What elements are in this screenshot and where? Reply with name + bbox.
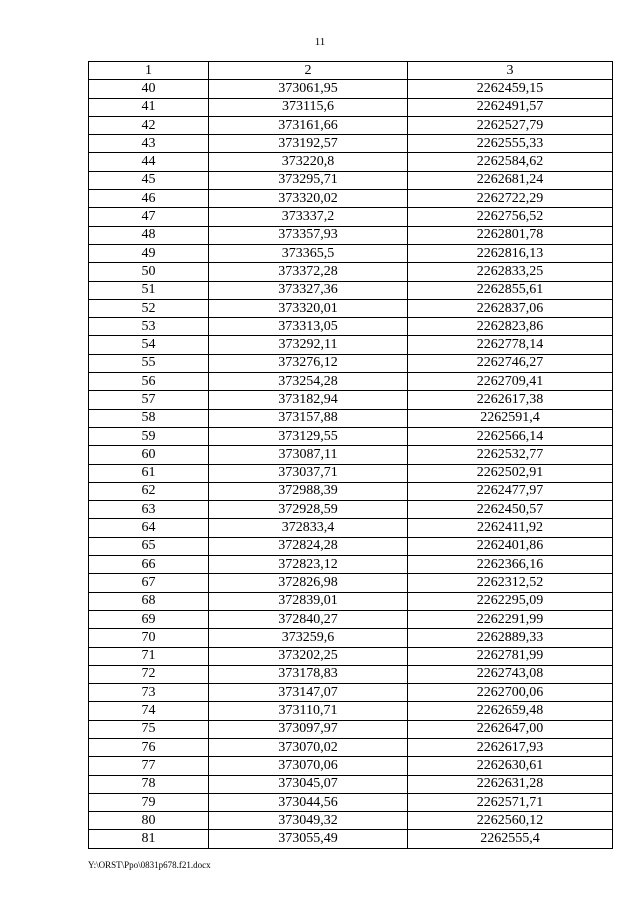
point-number-cell: 42 bbox=[89, 116, 209, 134]
table-row bbox=[89, 757, 613, 775]
x-coordinate-cell: 373295,71 bbox=[209, 171, 408, 189]
x-coordinate-cell: 373372,28 bbox=[209, 263, 408, 281]
y-coordinate-cell: 2262411,92 bbox=[408, 519, 613, 537]
x-coordinate-cell: 373157,88 bbox=[209, 409, 408, 427]
table-row bbox=[89, 354, 613, 372]
table-body bbox=[89, 80, 613, 848]
y-coordinate-cell: 2262366,16 bbox=[408, 556, 613, 574]
x-coordinate-cell: 373037,71 bbox=[209, 464, 408, 482]
y-coordinate-cell: 2262477,97 bbox=[408, 482, 613, 500]
y-coordinate-cell: 2262700,06 bbox=[408, 684, 613, 702]
table-header bbox=[89, 62, 613, 80]
header-row bbox=[89, 62, 613, 80]
x-coordinate-cell: 373129,55 bbox=[209, 427, 408, 445]
y-coordinate-cell: 2262746,27 bbox=[408, 354, 613, 372]
y-coordinate-cell: 2262617,38 bbox=[408, 391, 613, 409]
x-coordinate-cell: 372928,59 bbox=[209, 501, 408, 519]
table-row bbox=[89, 830, 613, 848]
x-coordinate-cell: 373313,05 bbox=[209, 318, 408, 336]
y-coordinate-cell: 2262617,93 bbox=[408, 738, 613, 756]
y-coordinate-cell: 2262401,86 bbox=[408, 537, 613, 555]
coordinates-table bbox=[88, 61, 613, 849]
table-row bbox=[89, 464, 613, 482]
x-coordinate-cell: 372823,12 bbox=[209, 556, 408, 574]
point-number-cell: 66 bbox=[89, 556, 209, 574]
y-coordinate-cell: 2262778,14 bbox=[408, 336, 613, 354]
table-row bbox=[89, 720, 613, 738]
x-coordinate-cell: 373147,07 bbox=[209, 684, 408, 702]
table-row bbox=[89, 153, 613, 171]
y-coordinate-cell: 2262295,09 bbox=[408, 592, 613, 610]
x-coordinate-cell: 373259,6 bbox=[209, 629, 408, 647]
point-number-cell: 53 bbox=[89, 318, 209, 336]
x-coordinate-cell: 373087,11 bbox=[209, 446, 408, 464]
y-coordinate-cell: 2262722,29 bbox=[408, 190, 613, 208]
point-number-cell: 47 bbox=[89, 208, 209, 226]
x-coordinate-cell: 373161,66 bbox=[209, 116, 408, 134]
x-coordinate-cell: 373365,5 bbox=[209, 244, 408, 262]
y-coordinate-cell: 2262781,99 bbox=[408, 647, 613, 665]
point-number-cell: 59 bbox=[89, 427, 209, 445]
point-number-cell: 45 bbox=[89, 171, 209, 189]
file-path-footer: Y:\ORST\Ppo\0831p678.f21.docx bbox=[88, 860, 211, 870]
y-coordinate-cell: 2262823,86 bbox=[408, 318, 613, 336]
table-row bbox=[89, 226, 613, 244]
table-row bbox=[89, 427, 613, 445]
y-coordinate-cell: 2262560,12 bbox=[408, 812, 613, 830]
y-coordinate-cell: 2262833,25 bbox=[408, 263, 613, 281]
table-row bbox=[89, 190, 613, 208]
y-coordinate-cell: 2262527,79 bbox=[408, 116, 613, 134]
y-coordinate-cell: 2262837,06 bbox=[408, 299, 613, 317]
y-coordinate-cell: 2262555,4 bbox=[408, 830, 613, 848]
point-number-cell: 46 bbox=[89, 190, 209, 208]
table-row bbox=[89, 80, 613, 98]
point-number-cell: 78 bbox=[89, 775, 209, 793]
x-coordinate-cell: 373276,12 bbox=[209, 354, 408, 372]
point-number-cell: 49 bbox=[89, 244, 209, 262]
point-number-cell: 72 bbox=[89, 665, 209, 683]
x-coordinate-cell: 373044,56 bbox=[209, 793, 408, 811]
point-number-cell: 41 bbox=[89, 98, 209, 116]
y-coordinate-cell: 2262743,08 bbox=[408, 665, 613, 683]
table-row bbox=[89, 281, 613, 299]
table-row bbox=[89, 684, 613, 702]
x-coordinate-cell: 373202,25 bbox=[209, 647, 408, 665]
y-coordinate-cell: 2262591,4 bbox=[408, 409, 613, 427]
table-row bbox=[89, 373, 613, 391]
point-number-cell: 55 bbox=[89, 354, 209, 372]
point-number-cell: 57 bbox=[89, 391, 209, 409]
x-coordinate-cell: 373337,2 bbox=[209, 208, 408, 226]
table-row bbox=[89, 336, 613, 354]
point-number-cell: 70 bbox=[89, 629, 209, 647]
table-row bbox=[89, 647, 613, 665]
table-row bbox=[89, 135, 613, 153]
y-coordinate-cell: 2262566,14 bbox=[408, 427, 613, 445]
y-coordinate-cell: 2262502,91 bbox=[408, 464, 613, 482]
column-header-1: 1 bbox=[89, 62, 209, 80]
point-number-cell: 54 bbox=[89, 336, 209, 354]
y-coordinate-cell: 2262681,24 bbox=[408, 171, 613, 189]
x-coordinate-cell: 373357,93 bbox=[209, 226, 408, 244]
table-row bbox=[89, 574, 613, 592]
x-coordinate-cell: 373055,49 bbox=[209, 830, 408, 848]
x-coordinate-cell: 373097,97 bbox=[209, 720, 408, 738]
x-coordinate-cell: 372824,28 bbox=[209, 537, 408, 555]
table-row bbox=[89, 738, 613, 756]
point-number-cell: 62 bbox=[89, 482, 209, 500]
x-coordinate-cell: 373070,02 bbox=[209, 738, 408, 756]
point-number-cell: 68 bbox=[89, 592, 209, 610]
y-coordinate-cell: 2262647,00 bbox=[408, 720, 613, 738]
table-row bbox=[89, 98, 613, 116]
x-coordinate-cell: 373178,83 bbox=[209, 665, 408, 683]
x-coordinate-cell: 373254,28 bbox=[209, 373, 408, 391]
point-number-cell: 60 bbox=[89, 446, 209, 464]
y-coordinate-cell: 2262532,77 bbox=[408, 446, 613, 464]
y-coordinate-cell: 2262631,28 bbox=[408, 775, 613, 793]
table-row bbox=[89, 629, 613, 647]
table-row bbox=[89, 519, 613, 537]
y-coordinate-cell: 2262459,15 bbox=[408, 80, 613, 98]
point-number-cell: 48 bbox=[89, 226, 209, 244]
x-coordinate-cell: 372833,4 bbox=[209, 519, 408, 537]
point-number-cell: 79 bbox=[89, 793, 209, 811]
point-number-cell: 44 bbox=[89, 153, 209, 171]
y-coordinate-cell: 2262855,61 bbox=[408, 281, 613, 299]
point-number-cell: 56 bbox=[89, 373, 209, 391]
table-row bbox=[89, 208, 613, 226]
y-coordinate-cell: 2262756,52 bbox=[408, 208, 613, 226]
point-number-cell: 50 bbox=[89, 263, 209, 281]
x-coordinate-cell: 373045,07 bbox=[209, 775, 408, 793]
table-row bbox=[89, 116, 613, 134]
table-row bbox=[89, 409, 613, 427]
table-row bbox=[89, 793, 613, 811]
y-coordinate-cell: 2262630,61 bbox=[408, 757, 613, 775]
table-row bbox=[89, 244, 613, 262]
x-coordinate-cell: 373220,8 bbox=[209, 153, 408, 171]
y-coordinate-cell: 2262291,99 bbox=[408, 610, 613, 628]
column-header-2: 2 bbox=[209, 62, 408, 80]
table-row bbox=[89, 665, 613, 683]
point-number-cell: 81 bbox=[89, 830, 209, 848]
x-coordinate-cell: 372840,27 bbox=[209, 610, 408, 628]
point-number-cell: 65 bbox=[89, 537, 209, 555]
x-coordinate-cell: 373192,57 bbox=[209, 135, 408, 153]
y-coordinate-cell: 2262659,48 bbox=[408, 702, 613, 720]
x-coordinate-cell: 373320,01 bbox=[209, 299, 408, 317]
table-row bbox=[89, 556, 613, 574]
y-coordinate-cell: 2262450,57 bbox=[408, 501, 613, 519]
y-coordinate-cell: 2262801,78 bbox=[408, 226, 613, 244]
x-coordinate-cell: 373070,06 bbox=[209, 757, 408, 775]
point-number-cell: 51 bbox=[89, 281, 209, 299]
point-number-cell: 71 bbox=[89, 647, 209, 665]
x-coordinate-cell: 373115,6 bbox=[209, 98, 408, 116]
point-number-cell: 43 bbox=[89, 135, 209, 153]
point-number-cell: 75 bbox=[89, 720, 209, 738]
point-number-cell: 58 bbox=[89, 409, 209, 427]
point-number-cell: 63 bbox=[89, 501, 209, 519]
table-row bbox=[89, 391, 613, 409]
table-row bbox=[89, 537, 613, 555]
y-coordinate-cell: 2262571,71 bbox=[408, 793, 613, 811]
y-coordinate-cell: 2262491,57 bbox=[408, 98, 613, 116]
point-number-cell: 61 bbox=[89, 464, 209, 482]
table-row bbox=[89, 812, 613, 830]
y-coordinate-cell: 2262584,62 bbox=[408, 153, 613, 171]
x-coordinate-cell: 373320,02 bbox=[209, 190, 408, 208]
table-row bbox=[89, 775, 613, 793]
table-row bbox=[89, 171, 613, 189]
x-coordinate-cell: 372826,98 bbox=[209, 574, 408, 592]
point-number-cell: 74 bbox=[89, 702, 209, 720]
point-number-cell: 80 bbox=[89, 812, 209, 830]
x-coordinate-cell: 372839,01 bbox=[209, 592, 408, 610]
table-row bbox=[89, 299, 613, 317]
table-row bbox=[89, 446, 613, 464]
point-number-cell: 73 bbox=[89, 684, 209, 702]
point-number-cell: 76 bbox=[89, 738, 209, 756]
x-coordinate-cell: 373327,36 bbox=[209, 281, 408, 299]
point-number-cell: 40 bbox=[89, 80, 209, 98]
table-row bbox=[89, 501, 613, 519]
table-row bbox=[89, 702, 613, 720]
x-coordinate-cell: 373110,71 bbox=[209, 702, 408, 720]
point-number-cell: 69 bbox=[89, 610, 209, 628]
table-row bbox=[89, 263, 613, 281]
table-row bbox=[89, 592, 613, 610]
point-number-cell: 52 bbox=[89, 299, 209, 317]
x-coordinate-cell: 373292,11 bbox=[209, 336, 408, 354]
x-coordinate-cell: 373061,95 bbox=[209, 80, 408, 98]
point-number-cell: 67 bbox=[89, 574, 209, 592]
table-row bbox=[89, 610, 613, 628]
y-coordinate-cell: 2262709,41 bbox=[408, 373, 613, 391]
x-coordinate-cell: 373182,94 bbox=[209, 391, 408, 409]
point-number-cell: 64 bbox=[89, 519, 209, 537]
x-coordinate-cell: 373049,32 bbox=[209, 812, 408, 830]
point-number-cell: 77 bbox=[89, 757, 209, 775]
x-coordinate-cell: 372988,39 bbox=[209, 482, 408, 500]
y-coordinate-cell: 2262889,33 bbox=[408, 629, 613, 647]
table-row bbox=[89, 318, 613, 336]
y-coordinate-cell: 2262555,33 bbox=[408, 135, 613, 153]
table-row bbox=[89, 482, 613, 500]
column-header-3: 3 bbox=[408, 62, 613, 80]
y-coordinate-cell: 2262816,13 bbox=[408, 244, 613, 262]
y-coordinate-cell: 2262312,52 bbox=[408, 574, 613, 592]
page-number: 11 bbox=[314, 36, 326, 48]
